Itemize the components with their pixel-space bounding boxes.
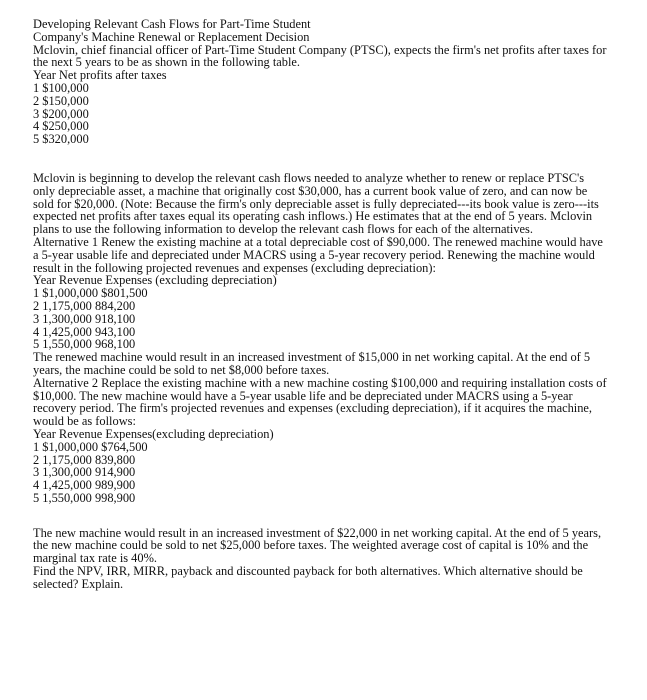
intro-paragraph: Mclovin, chief financial officer of Part-Time Student Company (PTSC), expects the firm's net profits after taxes for the next 5 years to be as shown in the following table. xyxy=(33,42,607,70)
alternative-2-paragraph: Alternative 2 Replace the existing machine with a new machine costing $100,000 and requiring installation costs of $10,000. The new machine would have a 5-year usable life and be depreciated under MACRS using a 5-year recovery period. The firm's projected revenues and expenses (excluding depreciation), if it acquires the machine, would be as follows: xyxy=(33,375,607,429)
alternative-1-row: 3 1,300,000 918,100 xyxy=(33,311,136,326)
alternative-1-row: 5 1,550,000 968,100 xyxy=(33,337,136,352)
alternative-1-table-header: Year Revenue Expenses (excluding depreciation) xyxy=(33,273,277,288)
alternative-1-row: 2 1,175,000 884,200 xyxy=(33,298,136,313)
alternative-2-row: 2 1,175,000 839,800 xyxy=(33,452,136,467)
alternative-1-row: 1 $1,000,000 $801,500 xyxy=(33,286,148,301)
question-paragraph: Find the NPV, IRR, MIRR, payback and discounted payback for both alternatives. Which alternative should be selected? Explain. xyxy=(33,564,583,591)
alternative-2-row: 1 $1,000,000 $764,500 xyxy=(33,439,148,454)
profits-table-header: Year Net profits after taxes xyxy=(33,68,167,83)
alternative-2-row: 5 1,550,000 998,900 xyxy=(33,490,136,505)
alternative-2-table-header: Year Revenue Expenses(excluding depreciation) xyxy=(33,426,274,441)
alternative-2-row: 3 1,300,000 914,900 xyxy=(33,465,136,480)
profits-row: 1 $100,000 xyxy=(33,80,89,95)
title-line-1: Developing Relevant Cash Flows for Part-Time Student xyxy=(33,17,311,31)
background-paragraph: Mclovin is beginning to develop the relevant cash flows needed to analyze whether to renew or replace PTSC's only depreciable asset, a machine that originally cost $30,000, has a current book value of zero, and can now be sold for $20,000. (Note: Because the firm's only depreciable asset is fully depreciated---its book value is zero---its expected net profits after taxes equal its operating cash inflows.) He estimates that at the end of 5 years. Mclovin plans to use the following information to develop the relevant cash flows for each of the alternatives. xyxy=(33,170,599,237)
alternative-1-row: 4 1,425,000 943,100 xyxy=(33,324,136,339)
alternative-1-note: The renewed machine would result in an increased investment of $15,000 in net working capital. At the end of 5 years, the machine could be sold to net $8,000 before taxes. xyxy=(33,350,591,377)
alternative-2-row: 4 1,425,000 989,900 xyxy=(33,478,136,493)
profits-row: 5 $320,000 xyxy=(33,132,89,147)
spacer xyxy=(33,505,607,527)
title-line-2: Company's Machine Renewal or Replacement Decision xyxy=(33,29,310,44)
profits-row: 3 $200,000 xyxy=(33,106,89,121)
profits-row: 4 $250,000 xyxy=(33,119,89,134)
final-paragraph: The new machine would result in an increased investment of $22,000 in net working capital. At the end of 5 years, the new machine could be sold to net $25,000 before taxes. The weighted average cost of capital is 10% and the marginal tax rate is 40%. xyxy=(33,525,602,566)
profits-row: 2 $150,000 xyxy=(33,93,89,108)
spacer xyxy=(33,146,607,172)
alternative-1-paragraph: Alternative 1 Renew the existing machine at a total depreciable cost of $90,000. The renewed machine would have a 5-year usable life and depreciated under MACRS using a 5-year recovery period. Renewing the machine would result in the following projected revenues and expenses (excluding depreciation): xyxy=(33,234,603,275)
